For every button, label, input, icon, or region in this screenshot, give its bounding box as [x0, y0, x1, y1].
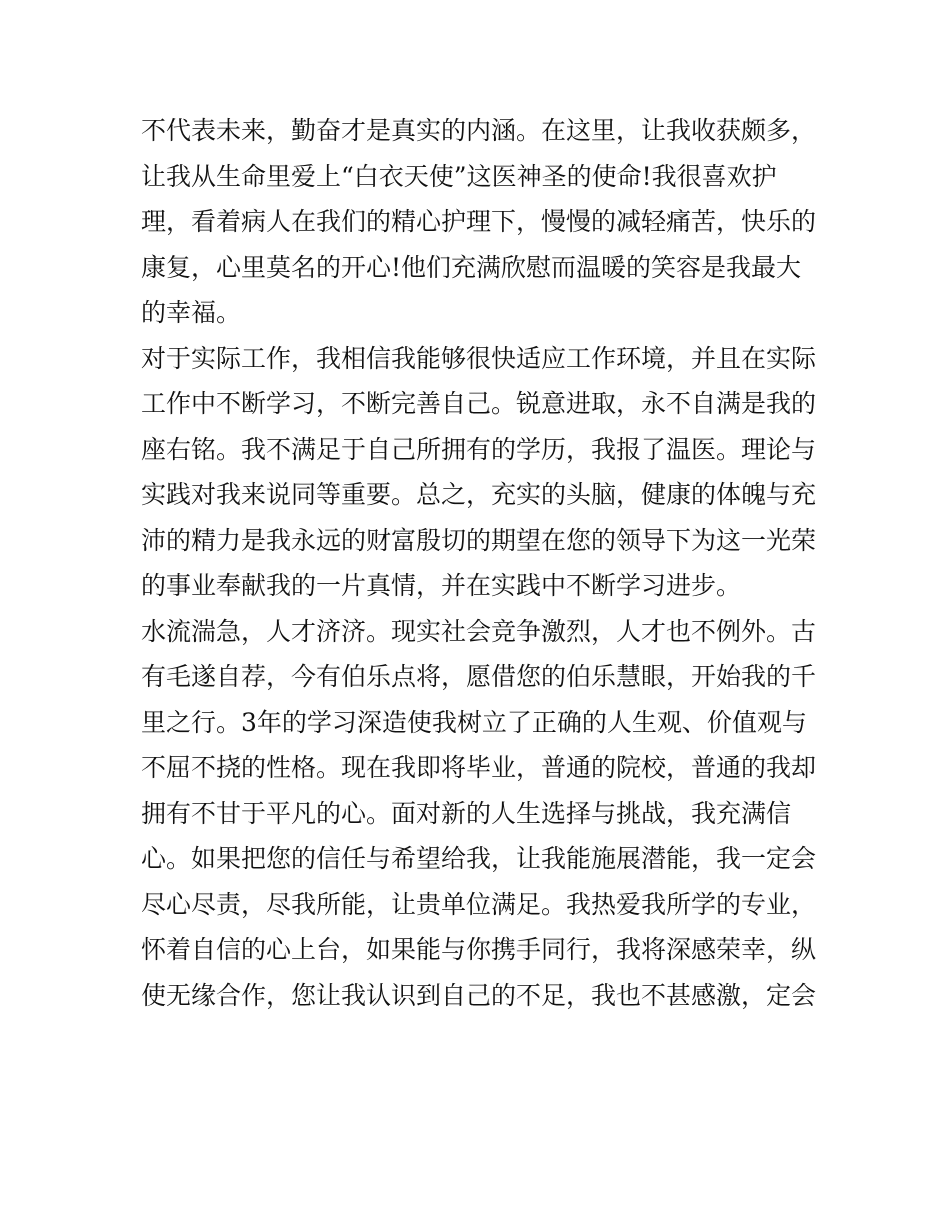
text-line: 工作中不断学习，不断完善自己。锐意进取，永不自满是我的: [141, 389, 817, 418]
text-line: 有毛遂自荐，今有伯乐点将，愿借您的伯乐慧眼，开始我的千: [141, 662, 817, 691]
text-line: 尽心尽责，尽我所能，让贵单位满足。我热爱我所学的专业，: [141, 889, 817, 919]
text-line: 不屈不挠的性格。现在我即将毕业，普通的院校，普通的我却: [141, 753, 817, 782]
text-line: 的事业奉献我的一片真情，并在实践中不断学习进步。: [141, 571, 742, 600]
text-line: 沛的精力是我永远的财富殷切的期望在您的领导下为这一光荣: [141, 525, 817, 555]
text-line: 怀着自信的心上台，如果能与你携手同行，我将深感荣幸，纵: [141, 935, 817, 964]
text-line: 座右铭。我不满足于自己所拥有的学历，我报了温医。理论与: [141, 434, 817, 464]
text-line: 不代表未来，勤奋才是真实的内涵。在这里，让我收获颇多，: [141, 116, 817, 145]
text-line: 水流湍急，人才济济。现实社会竞争激烈，人才也不例外。古: [141, 616, 817, 646]
text-line: 拥有不甘于平凡的心。面对新的人生选择与挑战，我充满信: [141, 798, 792, 828]
body-text: [141, 108, 821, 1018]
text-line: 实践对我来说同等重要。总之，充实的头脑，健康的体魄与充: [141, 480, 817, 509]
text-line: 的幸福。: [141, 298, 242, 327]
text-line: 心。如果把您的信任与希望给我，让我能施展潜能，我一定会: [141, 844, 817, 873]
text-line: 使无缘合作，您让我认识到自己的不足，我也不甚感激，定会: [141, 980, 817, 1010]
text-line: 让我从生命里爱上“白衣天使”这医神圣的使命!我很喜欢护: [141, 161, 777, 191]
text-line: 康复，心里莫名的开心!他们充满欣慰而温暖的笑容是我最大: [141, 252, 802, 282]
text-line: 理，看着病人在我们的精心护理下，慢慢的减轻痛苦，快乐的: [141, 207, 817, 236]
text-line: 里之行。3年的学习深造使我树立了正确的人生观、价值观与: [141, 707, 807, 737]
text-line: 对于实际工作，我相信我能够很快适应工作环境，并且在实际: [141, 343, 817, 373]
